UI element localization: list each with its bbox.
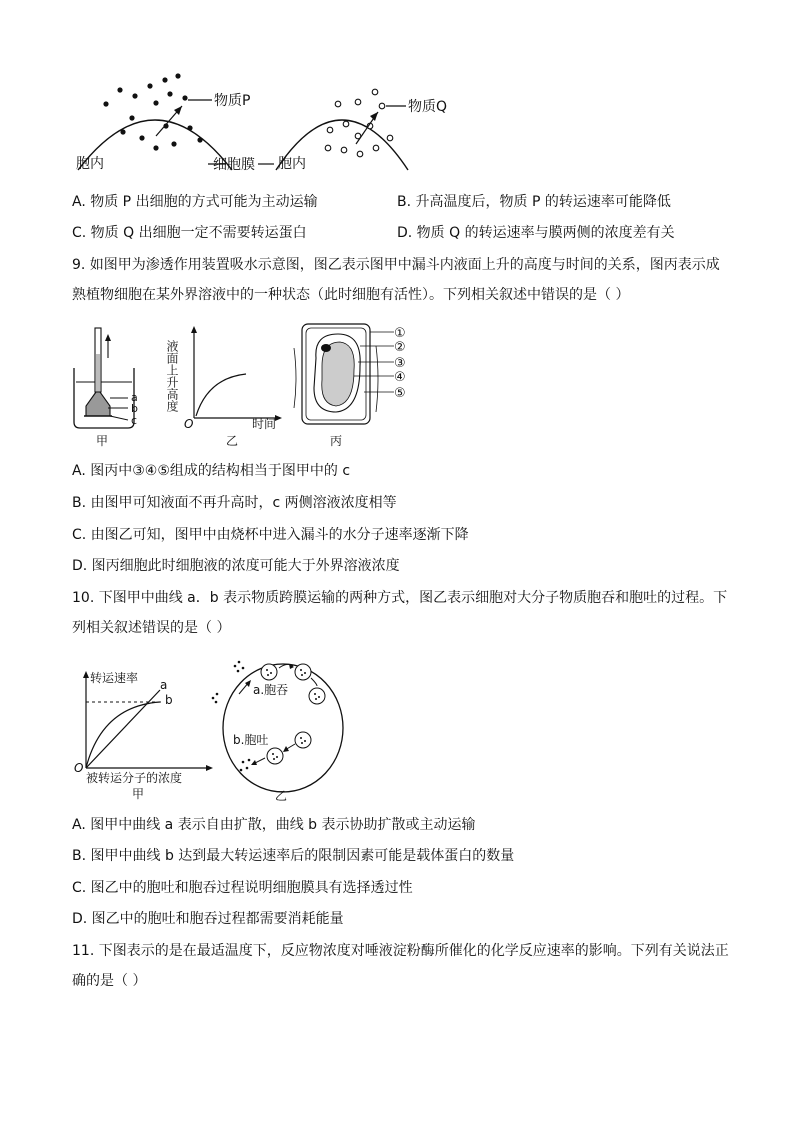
yi10-caption: 乙 (275, 789, 288, 803)
yi-origin: O (184, 417, 194, 431)
bing-label-4: ④ (394, 370, 406, 385)
figure-q9-yi-height-time-graph (165, 322, 286, 448)
q8-option-a[interactable]: A. 物质 P 出细胞的方式可能为主动运输 (72, 194, 318, 210)
bing-caption: 丙 (330, 434, 343, 448)
jia10-ylabel: 转运速率 (90, 671, 139, 685)
q9-option-d[interactable]: D. 图丙细胞此时细胞液的浓度可能大于外界溶液浓度 (72, 558, 400, 574)
jia10-origin: O (74, 761, 84, 775)
label-substance-p: 物质P (214, 93, 251, 109)
jia10-label-a: a (160, 678, 168, 692)
label-intracellular-left: 胞内 (76, 156, 104, 172)
jia-label-a: a (131, 391, 138, 404)
label-cell-membrane: 细胞膜 (213, 157, 255, 173)
curve-b (86, 702, 160, 768)
figure-q9-jia-osmosis-apparatus (68, 324, 148, 448)
figure-q9-bing-plant-cell (290, 318, 440, 450)
yi-ylabel: 液面上升高度 (165, 340, 179, 412)
bing-label-1: ① (394, 326, 406, 341)
height-curve (196, 374, 246, 416)
bing-label-3: ③ (394, 356, 406, 371)
q10-option-a[interactable]: A. 图甲中曲线 a 表示自由扩散，曲线 b 表示协助扩散或主动运输 (72, 817, 476, 833)
q11-stem: 11. 下图表示的是在最适温度下，反应物浓度对唾液淀粉酶所催化的化学反应速率的影响。下列有关说法正确的是（ ） (72, 943, 729, 989)
label-intracellular-right: 胞内 (278, 156, 306, 172)
figure-q8-membrane-transport (60, 68, 480, 180)
label-endocytosis: a.胞吞 (253, 683, 289, 697)
q9-option-a[interactable]: A. 图丙中③④⑤组成的结构相当于图甲中的 c (72, 463, 351, 479)
jia10-caption: 甲 (132, 787, 145, 801)
jia10-xlabel: 被转运分子的浓度 (86, 771, 183, 785)
q10-option-d[interactable]: D. 图乙中的胞吐和胞吞过程都需要消耗能量 (72, 911, 344, 927)
q10-option-c[interactable]: C. 图乙中的胞吐和胞吞过程说明细胞膜具有选择透过性 (72, 880, 413, 896)
q10-option-b[interactable]: B. 图甲中曲线 b 达到最大转运速率后的限制因素可能是载体蛋白的数量 (72, 848, 515, 864)
substance-p-dots (103, 73, 202, 150)
q8-option-c[interactable]: C. 物质 Q 出细胞一定不需要转运蛋白 (72, 225, 307, 241)
bing-label-5: ⑤ (394, 386, 406, 401)
jia-caption: 甲 (96, 434, 109, 448)
jia-label-c: c (131, 414, 138, 427)
label-exocytosis: b.胞吐 (233, 733, 269, 747)
figure-q10-jia-transport-rate-graph (68, 664, 218, 804)
nucleus (321, 344, 331, 352)
figure-q10-yi-endo-exocytosis (205, 652, 355, 802)
jia-label-b: b (131, 402, 138, 415)
jia10-label-b: b (165, 693, 173, 707)
q8-option-b[interactable]: B. 升高温度后，物质 P 的转运速率可能降低 (397, 194, 671, 210)
yi-caption: 乙 (226, 434, 239, 448)
q9-option-c[interactable]: C. 由图乙可知，图甲中由烧杯中进入漏斗的水分子速率逐渐下降 (72, 527, 469, 543)
q10-stem: 10. 下图甲中曲线 a．b 表示物质跨膜运输的两种方式，图乙表示细胞对大分子物质胞吞和胞吐的过程。下列相关叙述错误的是（ ） (72, 590, 728, 636)
q8-option-d[interactable]: D. 物质 Q 的转运速率与膜两侧的浓度差有关 (397, 225, 675, 241)
yi-xlabel: 时间 (252, 417, 277, 431)
label-substance-q: 物质Q (408, 99, 448, 115)
bing-label-2: ② (394, 340, 406, 355)
q9-stem: 9. 如图甲为渗透作用装置吸水示意图，图乙表示图甲中漏斗内液面上升的高度与时间的关系，图丙表示成熟植物细胞在某外界溶液中的一种状态（此时细胞有活性）。下列相关叙述中错误的是（ ） (72, 257, 720, 303)
q9-option-b[interactable]: B. 由图甲可知液面不再升高时，c 两侧溶液浓度相等 (72, 495, 397, 511)
